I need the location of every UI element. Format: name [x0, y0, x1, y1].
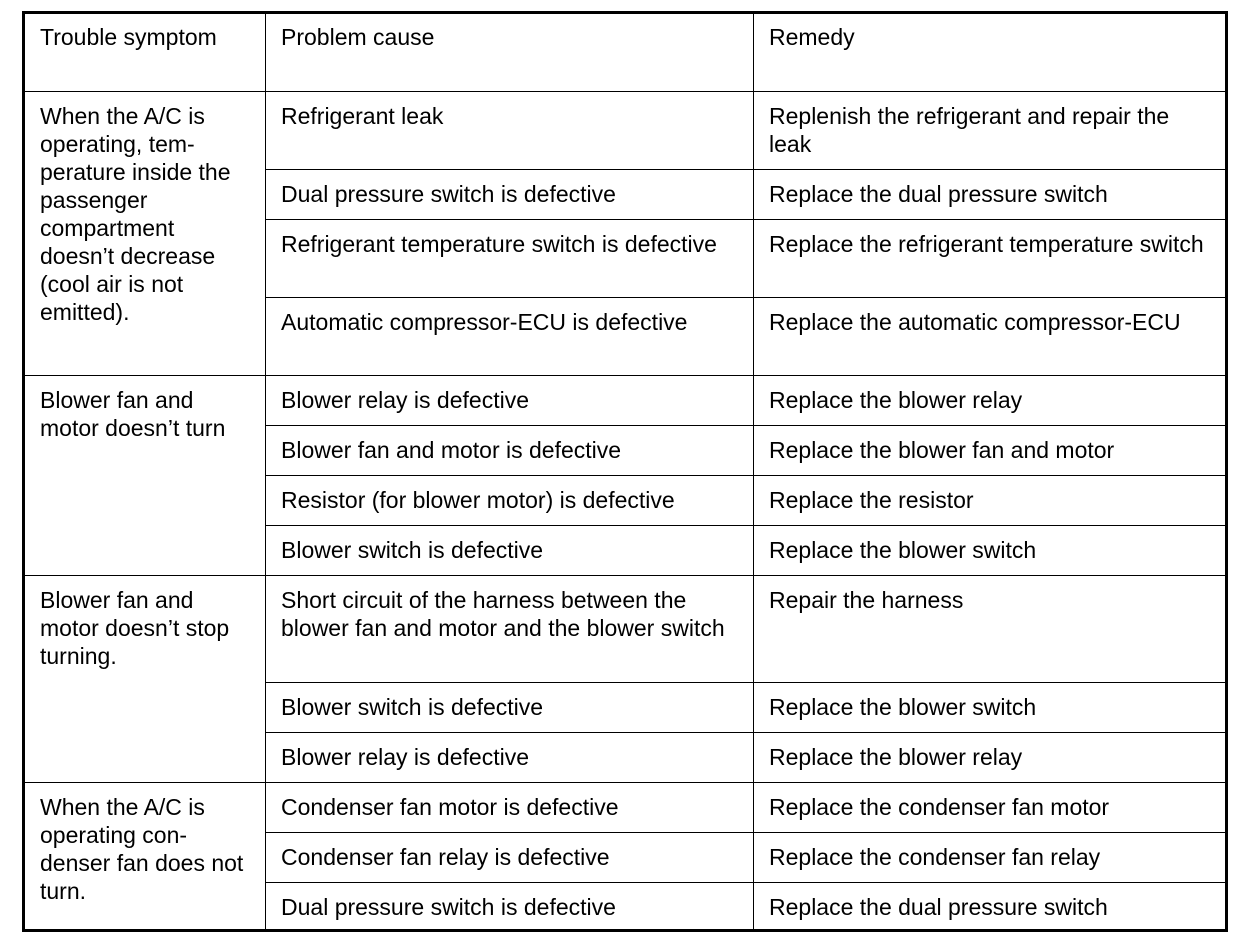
remedy-cell: Replace the dual pressure switch: [754, 883, 1227, 931]
header-remedy: Remedy: [754, 13, 1227, 92]
remedy-cell: Replace the blower switch: [754, 526, 1227, 576]
cause-cell: Blower relay is defective: [266, 376, 754, 426]
table-row: [24, 576, 1227, 683]
remedy-cell: Replace the dual pressure switch: [754, 170, 1227, 220]
cause-cell: Dual pressure switch is defective: [266, 170, 754, 220]
troubleshooting-table: [22, 11, 1228, 932]
remedy-cell: Replace the blower relay: [754, 733, 1227, 783]
header-trouble-symptom: Trouble symptom: [24, 13, 266, 92]
table-row: [24, 783, 1227, 833]
cause-cell: Short circuit of the harness between the blower fan and motor and the blower switch: [266, 576, 754, 683]
cause-cell: Blower relay is defective: [266, 733, 754, 783]
cause-cell: Dual pressure switch is defective: [266, 883, 754, 931]
cause-cell: Condenser fan motor is defective: [266, 783, 754, 833]
remedy-cell: Repair the harness: [754, 576, 1227, 683]
table-header: [24, 13, 1227, 92]
symptom-cell: When the A/C is operating con-denser fan does not turn.: [24, 783, 266, 931]
cause-cell: Automatic compressor-ECU is defective: [266, 298, 754, 376]
cause-cell: Blower switch is defective: [266, 526, 754, 576]
symptom-cell: When the A/C is operating, tem-perature inside the passenger compartment doesn’t decrease (cool air is not emitted).: [24, 92, 266, 376]
remedy-cell: Replace the blower fan and motor: [754, 426, 1227, 476]
remedy-cell: Replace the resistor: [754, 476, 1227, 526]
cause-cell: Refrigerant leak: [266, 92, 754, 170]
remedy-cell: Replace the refrigerant temperature switch: [754, 220, 1227, 298]
cause-cell: Blower switch is defective: [266, 683, 754, 733]
remedy-cell: Replace the condenser fan relay: [754, 833, 1227, 883]
cause-cell: Blower fan and motor is defective: [266, 426, 754, 476]
cause-cell: Condenser fan relay is defective: [266, 833, 754, 883]
table-body: [24, 92, 1227, 931]
remedy-cell: Replace the condenser fan motor: [754, 783, 1227, 833]
header-problem-cause: Problem cause: [266, 13, 754, 92]
cause-cell: Resistor (for blower motor) is defective: [266, 476, 754, 526]
symptom-cell: Blower fan and motor doesn’t turn: [24, 376, 266, 576]
table-row: [24, 376, 1227, 426]
remedy-cell: Replace the blower relay: [754, 376, 1227, 426]
table-row: [24, 92, 1227, 170]
remedy-cell: Replace the blower switch: [754, 683, 1227, 733]
remedy-cell: Replace the automatic compressor-ECU: [754, 298, 1227, 376]
header-row: [24, 13, 1227, 92]
symptom-cell: Blower fan and motor doesn’t stop turning.: [24, 576, 266, 783]
cause-cell: Refrigerant temperature switch is defective: [266, 220, 754, 298]
remedy-cell: Replenish the refrigerant and repair the leak: [754, 92, 1227, 170]
